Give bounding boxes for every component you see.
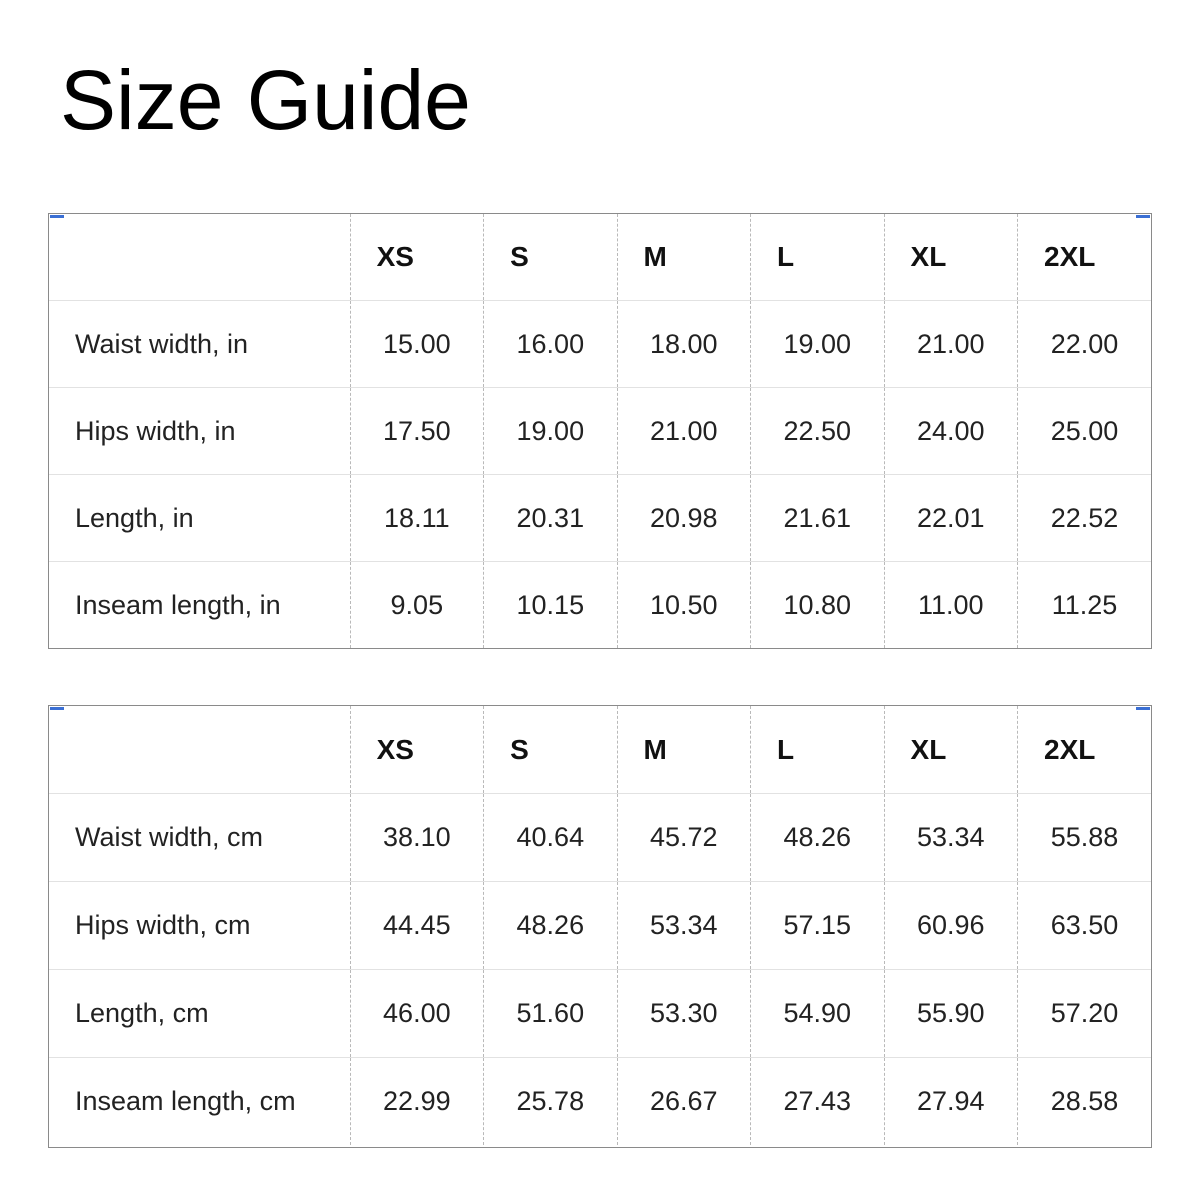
- cell-value: 25.78: [484, 1058, 617, 1146]
- row-label: Hips width, in: [49, 388, 350, 475]
- cell-value: 53.34: [617, 882, 750, 970]
- row-label: Waist width, in: [49, 301, 350, 388]
- cell-value: 45.72: [617, 794, 750, 882]
- cell-value: 55.90: [884, 970, 1017, 1058]
- row-label: Length, in: [49, 475, 350, 562]
- table-row: [49, 1058, 1151, 1146]
- column-header-2xl: 2XL: [1018, 706, 1152, 794]
- cell-value: 48.26: [751, 794, 884, 882]
- cell-value: 63.50: [1018, 882, 1152, 970]
- cell-value: 27.94: [884, 1058, 1017, 1146]
- cell-value: 46.00: [350, 970, 483, 1058]
- cell-value: 10.50: [617, 562, 750, 649]
- column-header-s: S: [484, 706, 617, 794]
- table-row: [49, 562, 1151, 649]
- column-header-m: M: [617, 214, 750, 301]
- cell-value: 22.01: [884, 475, 1017, 562]
- cell-value: 44.45: [350, 882, 483, 970]
- cell-value: 21.00: [884, 301, 1017, 388]
- cell-value: 21.61: [751, 475, 884, 562]
- table-header-row: [49, 706, 1151, 794]
- column-header-l: L: [751, 706, 884, 794]
- column-header-xs: XS: [350, 214, 483, 301]
- table-row: [49, 794, 1151, 882]
- cell-value: 20.31: [484, 475, 617, 562]
- column-header-xs: XS: [350, 706, 483, 794]
- row-label: Hips width, cm: [49, 882, 350, 970]
- cell-value: 24.00: [884, 388, 1017, 475]
- column-header-xl: XL: [884, 706, 1017, 794]
- table-row: [49, 970, 1151, 1058]
- column-header-m: M: [617, 706, 750, 794]
- cell-value: 57.20: [1018, 970, 1152, 1058]
- size-table-imperial: [48, 213, 1152, 649]
- cell-value: 54.90: [751, 970, 884, 1058]
- cell-value: 60.96: [884, 882, 1017, 970]
- table-header-row: [49, 214, 1151, 301]
- table-corner-marker-left: [50, 215, 64, 218]
- cell-value: 55.88: [1018, 794, 1152, 882]
- cell-value: 27.43: [751, 1058, 884, 1146]
- cell-value: 38.10: [350, 794, 483, 882]
- column-header-blank: [49, 214, 350, 301]
- cell-value: 22.52: [1018, 475, 1152, 562]
- cell-value: 22.99: [350, 1058, 483, 1146]
- cell-value: 20.98: [617, 475, 750, 562]
- row-label: Inseam length, cm: [49, 1058, 350, 1146]
- cell-value: 26.67: [617, 1058, 750, 1146]
- cell-value: 22.00: [1018, 301, 1152, 388]
- cell-value: 10.15: [484, 562, 617, 649]
- cell-value: 25.00: [1018, 388, 1152, 475]
- table-corner-marker-left: [50, 707, 64, 710]
- row-label: Length, cm: [49, 970, 350, 1058]
- cell-value: 28.58: [1050, 1086, 1119, 1116]
- cell-value: 10.80: [751, 562, 884, 649]
- cell-value: 17.50: [350, 388, 483, 475]
- cell-value: 19.00: [484, 388, 617, 475]
- cell-value: 22.50: [751, 388, 884, 475]
- table-row: [49, 388, 1151, 475]
- cell-value: 48.26: [484, 882, 617, 970]
- cell-value: 11.25: [1051, 589, 1118, 620]
- cell-value: 9.05: [350, 562, 483, 649]
- cell-value: 53.34: [884, 794, 1017, 882]
- column-header-s: S: [484, 214, 617, 301]
- table-row: [49, 301, 1151, 388]
- column-header-l: L: [751, 214, 884, 301]
- table-row: [49, 882, 1151, 970]
- cell-value: 16.00: [484, 301, 617, 388]
- cell-value: 18.00: [617, 301, 750, 388]
- page-title: Size Guide: [60, 53, 471, 147]
- cell-value: 21.00: [617, 388, 750, 475]
- cell-value: 57.15: [751, 882, 884, 970]
- size-table-metric: [48, 705, 1152, 1148]
- cell-value: 40.64: [484, 794, 617, 882]
- cell-value: 51.60: [484, 970, 617, 1058]
- table-corner-marker-right: [1136, 215, 1150, 218]
- cell-value: 15.00: [350, 301, 483, 388]
- cell-value: 19.00: [751, 301, 884, 388]
- column-header-blank: [49, 706, 350, 794]
- row-label: Inseam length, in: [49, 562, 350, 649]
- cell-value: 18.11: [350, 475, 483, 562]
- cell-value: 11.00: [884, 562, 1017, 649]
- cell-value: 53.30: [617, 970, 750, 1058]
- column-header-xl: XL: [884, 214, 1017, 301]
- row-label: Waist width, cm: [49, 794, 350, 882]
- column-header-2xl: 2XL: [1018, 214, 1152, 301]
- table-row: [49, 475, 1151, 562]
- table-corner-marker-right: [1136, 707, 1150, 710]
